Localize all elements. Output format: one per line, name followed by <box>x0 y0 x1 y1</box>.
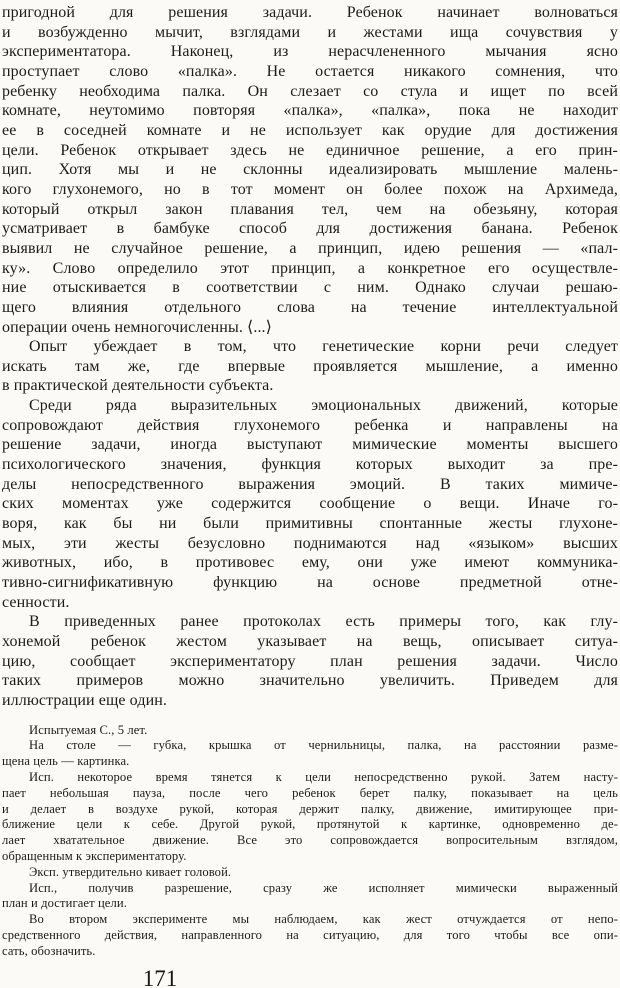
text-line: решение задачи, иногда выступают мимические моменты высшего <box>2 436 618 454</box>
text-line: щего влияния отдельного слова на течение интеллектуальной <box>2 298 618 316</box>
text-line: Во втором эксперименте мы наблюдаем, как жест отчуждается от непо- <box>29 912 618 927</box>
paragraph <box>2 396 618 612</box>
text-line: пригодной для решения задачи. Ребенок начинает волноваться <box>2 4 618 21</box>
text-line: кого глухонемого, но в тот момент он более похож на Архимеда, <box>2 180 618 198</box>
text-line: цию, сообщает экспериментатору план решения задачи. Число <box>2 652 618 670</box>
text-line: щена цель — картинка. <box>2 754 130 769</box>
text-line: таких примеров можно значительно увеличить. Приведем для <box>2 672 618 690</box>
text-line: хонемой ребенок жестом указывает на вещь, описывает ситуа- <box>2 633 618 650</box>
text-line: мых, эти жесты безусловно поднимаются над «языком» высших <box>2 534 618 552</box>
text-line: Эксп. утвердительно кивает головой. <box>29 864 232 879</box>
text-line: животных, ибо, в противовес ему, они уже имеют коммуника- <box>2 554 618 572</box>
text-line: ее в соседней комнате и не использует как орудие для достижения <box>2 121 618 139</box>
text-line: экспериментатора. Наконец, из нерасчлененного мычания ясно <box>2 43 618 61</box>
paragraph <box>2 612 618 710</box>
text-line: психологического значения, функция которых выходит за пре- <box>2 456 618 474</box>
text-line: искать там же, где впервые проявляется мышление, а именно <box>2 357 618 375</box>
text-line: иллюстрации еще один. <box>2 691 167 709</box>
text-line: выявил не случайное решение, а принцип, идею решения — «пал- <box>2 239 618 257</box>
text-line: ребенку необходима палка. Он слезает со стула и ищет по всей <box>2 82 618 100</box>
text-line: цели. Ребенок открывает здесь не единичное решение, а его прин- <box>2 141 618 159</box>
text-line: проступает слово «палка». Не остается никакого сомнения, что <box>2 62 618 80</box>
text-line: который открыл закон плавания тел, чем на обезьяну, которая <box>2 200 618 218</box>
text-line: в практической деятельности субъекта. <box>2 377 274 395</box>
text-line: Исп. некоторое время тянется к цели непосредственно рукой. Затем насту- <box>29 770 618 785</box>
text-line: ние отыскивается в соответствии с ним. Однако случаи решаю- <box>2 279 618 297</box>
paragraph <box>2 865 618 881</box>
text-line: Опыт убеждает в том, что генетические корни речи следует <box>29 338 618 356</box>
paragraph <box>2 881 618 913</box>
text-line: На столе — губка, крышка от чернильницы, палка, на расстоянии разме- <box>29 738 618 753</box>
paragraph <box>2 723 618 739</box>
main-text-block <box>2 3 618 711</box>
text-line: воря, как бы ни были примитивны спонтанные жесты глухоне- <box>2 515 618 533</box>
text-line: сать, обозначить. <box>2 943 96 958</box>
paragraph <box>2 770 618 865</box>
paragraph <box>2 3 618 337</box>
text-line: цип. Хотя мы и не склонны идеализировать мышление малень- <box>2 161 618 179</box>
text-line: и возбужденно мычит, взглядами и жестами ища сочувствия у <box>2 23 618 41</box>
text-line: Испытуемая С., 5 лет. <box>29 722 148 737</box>
page-number: 171 <box>142 965 178 988</box>
text-line: тивно-сигнификативную функцию на основе предметной отне- <box>2 574 618 592</box>
text-line: делы непосредственного выражения эмоций. В таких мимиче- <box>2 475 618 493</box>
protocol-block <box>2 723 618 960</box>
text-line: Среди ряда выразительных эмоциональных движений, которые <box>29 397 618 415</box>
text-line: ближение цели к себе. Другой рукой, протянутой к картинке, одновременно де- <box>2 817 618 832</box>
paragraph <box>2 738 618 770</box>
text-line: усматривает в бамбуке способ для достижения банана. Ребенок <box>2 220 618 238</box>
text-line: ку». Слово определило этот принцип, а конкретное его осуществле- <box>2 259 618 277</box>
text-line: обращенным к экспериментатору. <box>2 849 187 863</box>
text-line: сенности. <box>2 593 70 611</box>
text-line: лает хватательное движение. Все это сопровождается вопросительным взглядом, <box>2 833 618 848</box>
text-line: средственного действия, направленного на ситуацию, для того чтобы все опи- <box>2 927 618 942</box>
text-line: комнате, неутомимо повторяя «палка», «палка», пока не находит <box>2 102 618 120</box>
text-line: операции очень немногочисленны. ⟨...⟩ <box>2 318 273 336</box>
text-line: план и достигает цели. <box>2 896 127 911</box>
paragraph <box>2 912 618 959</box>
paragraph <box>2 337 618 396</box>
text-line: пает небольшая пауза, после чего ребенок берет палку, показывает на цель <box>2 785 618 800</box>
text-line: ских моментах уже содержится сообщение о вещи. Иначе го- <box>2 495 618 513</box>
text-line: сопровождают действия глухонемого ребенка и направлены на <box>2 416 618 434</box>
text-line: Исп., получив разрешение, сразу же исполняет мимически выраженный <box>29 880 618 895</box>
text-line: В приведенных ранее протоколах есть примеры того, как глу- <box>29 613 618 631</box>
text-line: и делает в воздухе рукой, которая держит палку, движение, имитирующее при- <box>2 801 618 816</box>
